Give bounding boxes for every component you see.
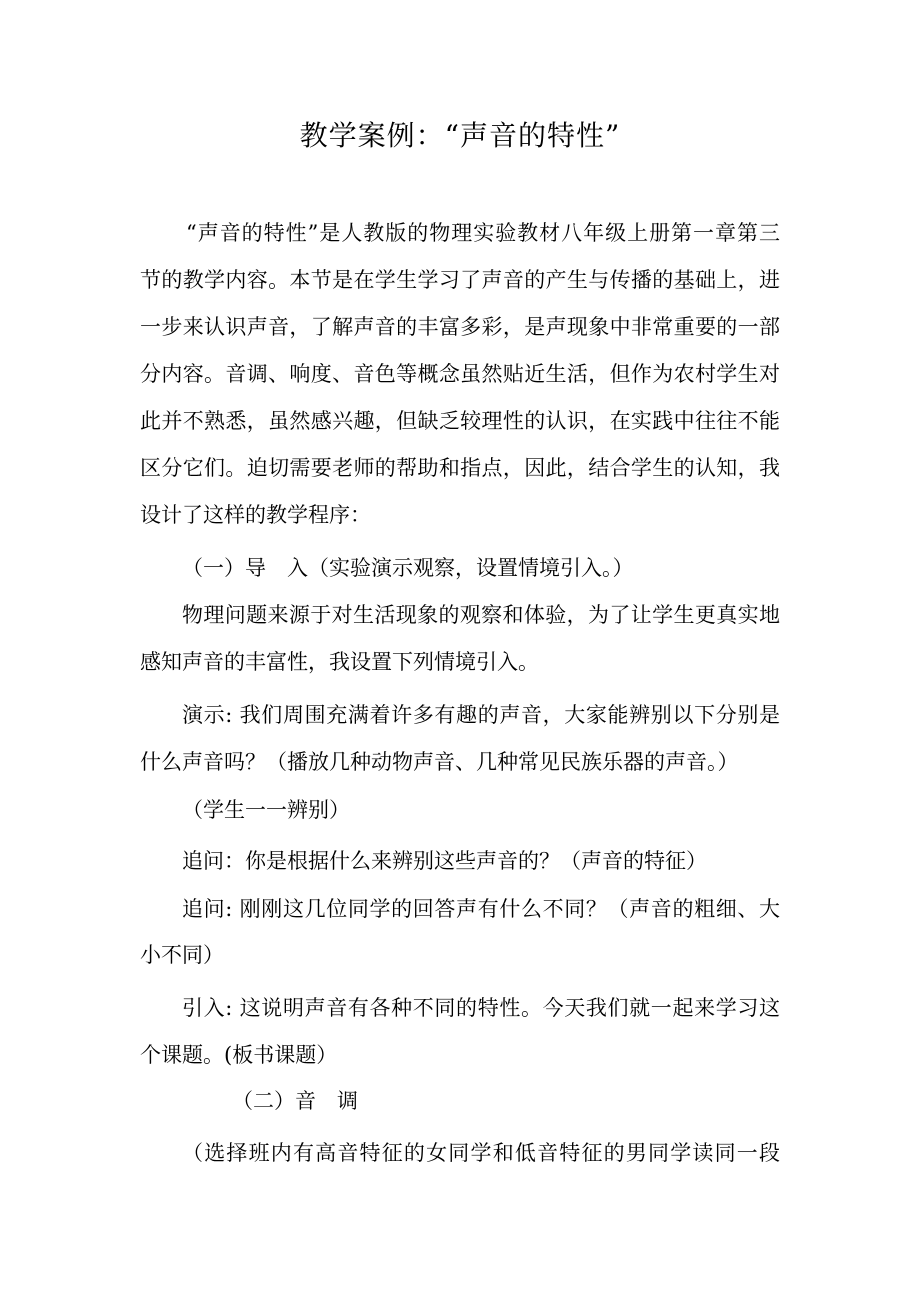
section-heading: （一）导 入（实验演示观察，设置情境引入。） [182,556,634,580]
paragraph-line: 分内容。音调、响度、音色等概念虽然贴近生活，但作为农村学生对 [140,362,780,386]
paragraph-line: “声音的特性”是人教版的物理实验教材八年级上册第一章第三 [186,221,780,245]
paragraph-line: 个课题。(板书课题） [140,1043,338,1067]
paragraph-line: 小不同） [140,943,224,967]
paragraph-line: 感知声音的丰富性，我设置下列情境引入。 [140,650,539,674]
paragraph-line: 节的教学内容。本节是在学生学习了声音的产生与传播的基础上，进 [140,268,780,292]
paragraph-line: 追问: 刚刚这几位同学的回答声有什么不同？（声音的粗细、大 [182,897,780,921]
paragraph-line: 区分它们。迫切需要老师的帮助和指点，因此，结合学生的认知，我 [140,456,780,480]
paragraph-line: 设计了这样的教学程序： [140,503,371,527]
paragraph-line: 什么声音吗？（播放几种动物声音、几种常见民族乐器的声音。） [140,750,739,774]
paragraph-line: 一步来认识声音，了解声音的丰富多彩，是声现象中非常重要的一部 [140,315,780,339]
paragraph-line: 演示: 我们周围充满着许多有趣的声音，大家能辨别以下分别是 [182,703,780,727]
paragraph-line: 物理问题来源于对生活现象的观察和体验，为了让学生更真实地 [182,603,780,627]
paragraph-line: 引入: 这说明声音有各种不同的特性。今天我们就一起来学习这 [182,996,780,1020]
paragraph-line: 追问：你是根据什么来辨别这些声音的？（声音的特征） [182,849,707,873]
paragraph-line: （选择班内有高音特征的女同学和低音特征的男同学读同一段 [182,1141,780,1165]
paragraph-line: （学生一一辨别） [182,798,350,822]
paragraph-line: 此并不熟悉，虽然感兴趣，但缺乏较理性的认识，在实践中往往不能 [140,409,780,433]
document-title: 教学案例：“声音的特性” [299,119,621,152]
section-heading: （二）音 调 [232,1089,358,1113]
